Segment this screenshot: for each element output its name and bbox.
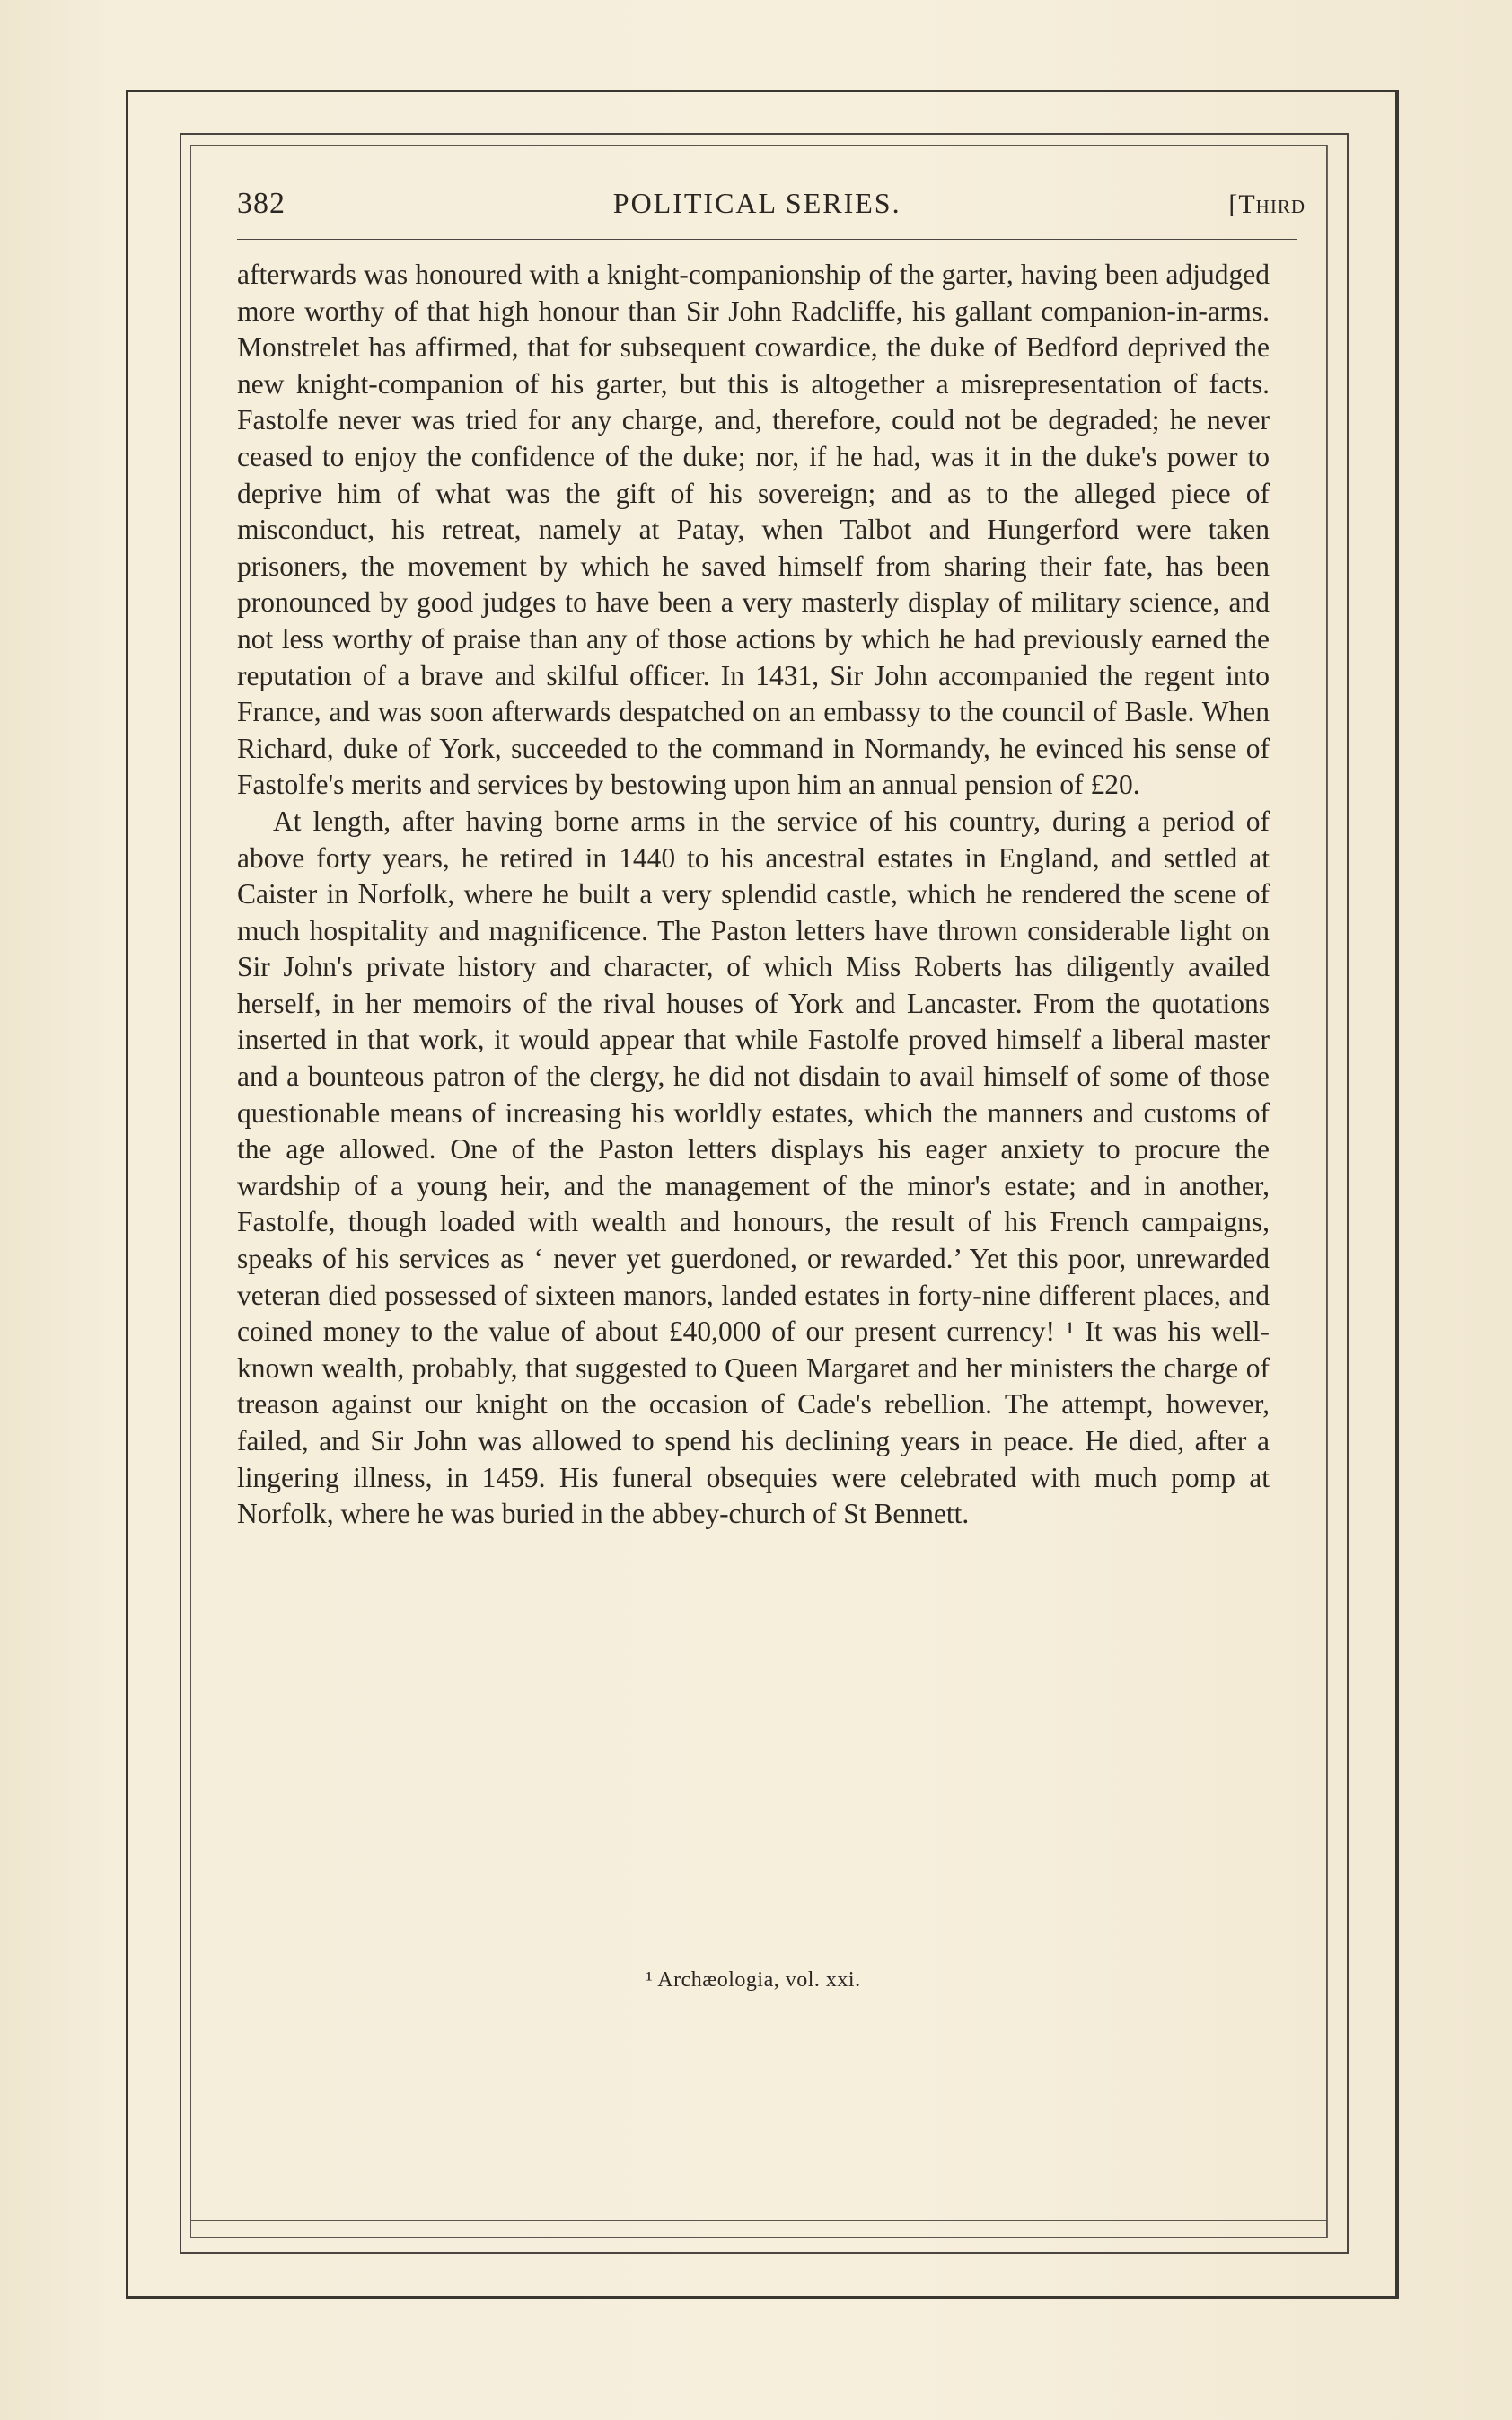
page-number: 382 [237,187,286,220]
footnote: ¹ Archæologia, vol. xxi. [646,1968,861,1992]
paragraph-2: At length, after having borne arms in the service of his country, during a period of above forty years, he retired in 1440 to his ancestral estates in England, and settled at Caister in Norfolk, where he built a very splendid castle, which he rendered the scene of much hospitality and magnificence. The Paston letters have thrown considerable light on Sir John's private history and character, of which Miss Roberts has diligently availed herself, in her memoirs of the rival houses of York and Lancaster. From the quotations inserted in that work, it would appear that while Fastolfe proved himself a liberal master and a bounteous patron of the clergy, he did not disdain to avail himself of some of those questionable means of increasing his worldly estates, which the manners and customs of the age allowed. One of the Paston letters displays his eager anxiety to procure the wardship of a young heir, and the management of the minor's estate; and in another, Fastolfe, though loaded with wealth and honours, the result of his French campaigns, speaks of his services as ‘ never yet guerdoned, or rewarded.’ Yet this poor, unrewarded veteran died possessed of sixteen manors, landed estates in forty-nine different places, and coined money to the value of about £40,000 of our present currency! ¹ It was his well-known wealth, probably, that suggested to Queen Margaret and her ministers the charge of treason against our knight on the occasion of Cade's rebellion. The attempt, however, failed, and Sir John was allowed to spend his declining years in peace. He died, after a lingering illness, in 1459. His funeral obsequies were celebrated with much pomp at Norfolk, where he was buried in the abbey-church of St Bennett. [237,805,1270,1530]
paragraph-1: afterwards was honoured with a knight-companionship of the garter, having been adjudged more worthy of that high honour than Sir John Radcliffe, his gallant companion-in-arms. Monstrelet has affirmed, that for subsequent cowardice, the duke of Bedford deprived the new knight-companion of his garter, but this is altogether a misrepresentation of facts. Fastolfe never was tried for any charge, and, therefore, could not be degraded; he never ceased to enjoy the confidence of the duke; nor, if he had, was it in the duke's power to deprive him of what was the gift of his sovereign; and as to the alleged piece of misconduct, his retreat, namely at Patay, when Talbot and Hungerford were taken prisoners, the movement by which he saved himself from sharing their fate, has been pronounced by good judges to have been a very masterly display of military science, and not less worthy of praise than any of those actions by which he had previously earned the reputation of a brave and skilful officer. In 1431, Sir John accompanied the regent into France, and was soon afterwards despatched on an embassy to the council of Basle. When Richard, duke of York, succeeded to the command in Normandy, he evinced his sense of Fastolfe's merits and services by bestowing upon him an annual pension of £20. [237,259,1270,801]
running-head [237,187,1305,232]
bottom-rule [190,2220,1327,2221]
header-rule [237,239,1297,240]
section-title: POLITICAL SERIES. [612,187,901,219]
section-tag: [Third [1228,189,1305,219]
right-rule [1327,145,1328,2238]
body-text [237,257,1270,1533]
